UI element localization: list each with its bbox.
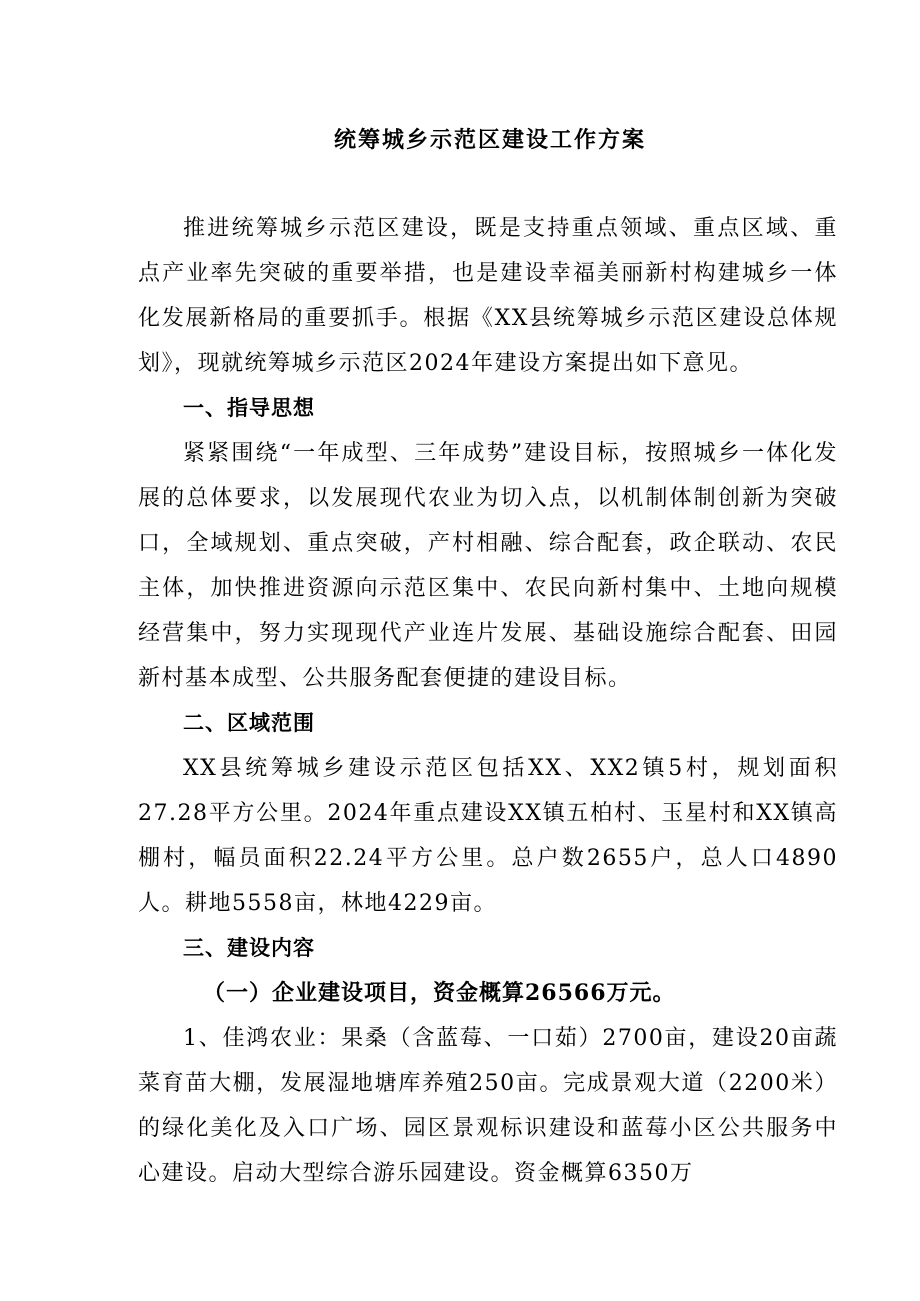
section-heading-guiding-ideology: 一、指导思想 xyxy=(183,396,315,420)
document-title: 统筹城乡示范区建设工作方案 xyxy=(333,127,646,153)
section-heading-construction-content: 三、建设内容 xyxy=(183,936,315,960)
subsection-heading-enterprise-projects: （一）企业建设项目，资金概算26566万元。 xyxy=(203,980,676,1006)
document-body xyxy=(138,206,838,1196)
item-jiahong-agriculture-paragraph: 1、佳鸿农业：果桑（含蓝莓、一口茹）2700亩，建设20亩蔬菜育苗大棚，发展湿地塘库养殖250亩。完成景观大道（2200米）的绿化美化及入口广场、园区景观标识建设和蓝莓小区公共服务中心建设。启动大型综合游乐园建设。资金概算6350万 xyxy=(138,1026,838,1186)
section-heading-region-scope: 二、区域范围 xyxy=(183,711,315,735)
guiding-ideology-paragraph: 紧紧围绕“一年成型、三年成势”建设目标，按照城乡一体化发展的总体要求，以发展现代农业为切入点，以机制体制创新为突破口，全域规划、重点突破，产村相融、综合配套，政企联动、农民主体，加快推进资源向示范区集中、农民向新村集中、土地向规模经营集中，努力实现现代产业连片发展、基础设施综合配套、田园新村基本成型、公共服务配套便捷的建设目标。 xyxy=(138,441,838,691)
region-scope-paragraph: XX县统筹城乡建设示范区包括XX、XX2镇5村，规划面积27.28平方公里。2024年重点建设XX镇五柏村、玉星村和XX镇高棚村，幅员面积22.24平方公里。总户数2655户，总人口4890人。耕地5558亩，林地4229亩。 xyxy=(138,756,838,916)
intro-paragraph: 推进统筹城乡示范区建设，既是支持重点领域、重点区域、重点产业率先突破的重要举措，也是建设幸福美丽新村构建城乡一体化发展新格局的重要抓手。根据《XX县统筹城乡示范区建设总体规划》，现就统筹城乡示范区2024年建设方案提出如下意见。 xyxy=(138,216,838,376)
